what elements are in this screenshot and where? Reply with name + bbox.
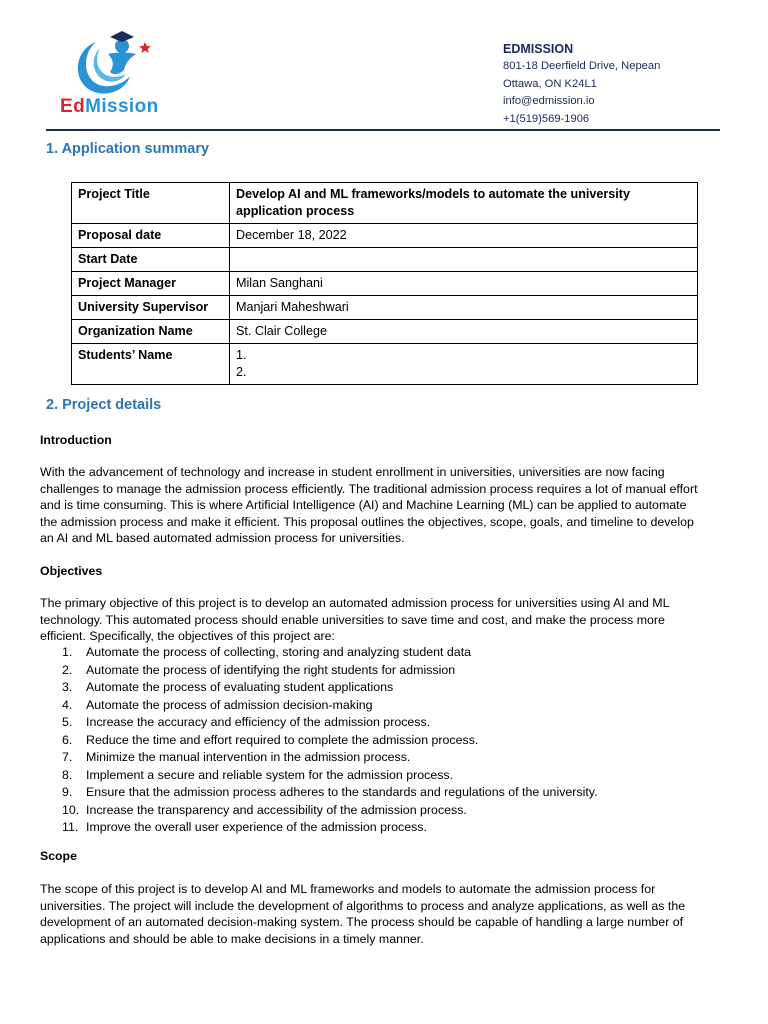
row-value: Manjari Maheshwari [230, 296, 698, 320]
company-address-2: Ottawa, ON K24L1 [503, 77, 597, 90]
row-key: Start Date [72, 248, 230, 272]
company-address-1: 801-18 Deerfield Drive, Nepean [503, 60, 661, 72]
student-1: 1. [236, 348, 247, 362]
table-row [72, 344, 698, 385]
table-row [72, 224, 698, 248]
row-value: Milan Sanghani [230, 272, 698, 296]
scope-heading: Scope [40, 849, 77, 863]
section-1-heading: 1. Application summary [46, 141, 210, 157]
list-text: Automate the process of collecting, storing and analyzing student data [86, 645, 472, 659]
introduction-heading: Introduction [40, 433, 112, 447]
list-item [40, 679, 700, 697]
company-phone: +1(519)569-1906 [503, 112, 590, 125]
scope-paragraph: The scope of this project is to develop AI and ML frameworks and models to automate the admission process for universities. The project will include the development of algorithms to process and analyze applications, as well as the development of an automated decision-making system. The process should be capable of handling a large number of applications and should be able to make decisions in a timely manner. [40, 882, 686, 946]
row-key: Project Manager [72, 272, 230, 296]
logo-text-mission: Mission [85, 96, 159, 117]
objectives-heading: Objectives [40, 564, 103, 578]
list-item [40, 767, 700, 785]
list-item [40, 662, 700, 680]
table-row [72, 320, 698, 344]
list-item [40, 749, 700, 767]
list-number: 10. [62, 802, 80, 817]
list-text: Ensure that the admission process adheres to the standards and regulations of the university. [86, 785, 598, 799]
list-item [40, 819, 700, 837]
row-key: University Supervisor [72, 296, 230, 320]
application-summary-table [71, 182, 698, 385]
list-item [40, 784, 700, 802]
list-item [40, 697, 700, 715]
list-text: Automate the process of identifying the right students for admission [86, 662, 456, 677]
list-text: Increase the transparency and accessibility of the admission process. [86, 802, 467, 817]
list-item [40, 802, 700, 820]
table-row [72, 296, 698, 320]
row-key: Students’ Name [72, 344, 230, 385]
list-text: Automate the process of evaluating student applications [86, 680, 394, 694]
list-item [40, 714, 700, 732]
list-text: Increase the accuracy and efficiency of the admission process. [86, 715, 431, 729]
list-number: 1. [62, 645, 73, 659]
list-number: 5. [62, 715, 73, 729]
row-value: Develop AI and ML frameworks/models to automate the university application process [230, 183, 698, 224]
logo-text-ed: Ed [60, 96, 86, 117]
row-key: Project Title [72, 183, 230, 224]
row-key: Organization Name [72, 320, 230, 344]
student-2: 2. [236, 365, 247, 379]
list-number: 4. [62, 697, 73, 712]
list-item [40, 644, 700, 662]
list-number: 7. [62, 750, 73, 764]
list-text: Minimize the manual intervention in the admission process. [86, 750, 411, 764]
list-number: 11. [62, 820, 79, 834]
objectives-paragraph: The primary objective of this project is to develop an automated admission process for universities using AI and ML technology. This automated process should enable universities to save time and cost, and make the process more efficient. Specifically, the objectives of this project are: [40, 596, 670, 644]
company-email: info@edmission.io [503, 95, 595, 107]
list-number: 9. [62, 785, 73, 799]
row-key: Proposal date [72, 224, 230, 248]
row-value [230, 344, 698, 385]
list-text: Improve the overall user experience of the admission process. [86, 820, 427, 834]
company-name: EDMISSION [503, 42, 574, 56]
company-info [503, 42, 723, 128]
row-value: December 18, 2022 [230, 224, 698, 248]
list-item [40, 732, 700, 750]
list-number: 8. [62, 767, 73, 782]
table-row [72, 248, 698, 272]
list-text: Automate the process of admission decision-making [86, 697, 373, 712]
list-number: 6. [62, 732, 73, 747]
row-value: St. Clair College [230, 320, 698, 344]
list-text: Reduce the time and effort required to complete the admission process. [86, 732, 479, 747]
objectives-list [40, 644, 700, 837]
table-row [72, 272, 698, 296]
list-number: 2. [62, 662, 73, 677]
header-divider [46, 129, 720, 131]
list-number: 3. [62, 680, 73, 694]
table-row [72, 183, 698, 224]
logo-wordmark [60, 96, 159, 118]
list-text: Implement a secure and reliable system for the admission process. [86, 767, 454, 782]
introduction-paragraph: With the advancement of technology and increase in student enrollment in universities, universities are now facing challenges to manage the admission process efficiently. The traditional admission process requires a lot of manual effort and is time consuming. This is where Artificial Intelligence (AI) and Machine Learning (ML) can be applied to automate the admission process and make it efficient. This proposal outlines the objectives, scope, goals, and timeline to develop an AI and ML based automated admission process for universities. [40, 465, 698, 546]
section-2-heading: 2. Project details [46, 397, 162, 413]
row-value [230, 248, 698, 272]
